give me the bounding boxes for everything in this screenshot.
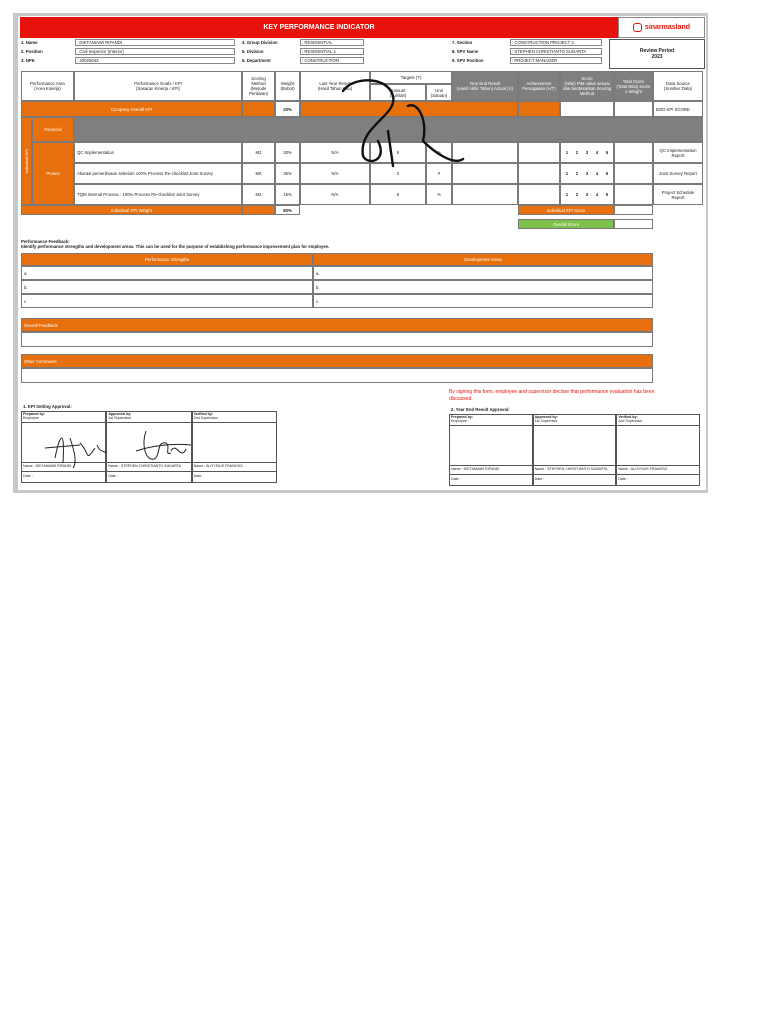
- approval-divider: [533, 465, 617, 466]
- approval-divider: [106, 471, 191, 472]
- overall-feedback-header: Overall Feedback: [21, 318, 653, 332]
- review-period-box: [609, 39, 705, 69]
- info-label: 1. Name: [21, 40, 38, 45]
- individual-weight-method: [242, 205, 275, 215]
- approval-divider: [449, 425, 533, 426]
- approval-role: Approved by:: [108, 412, 132, 416]
- approval-sub: 2nd Supervisor: [193, 416, 218, 420]
- form-title-text: KEY PERFORMANCE INDICATOR: [263, 24, 375, 31]
- kpi-form-sheet: [13, 13, 708, 493]
- th-unit: Unit (Satuan): [426, 84, 452, 101]
- kpi-score-options: [560, 184, 614, 205]
- info-label: 2. Position: [21, 49, 43, 54]
- th-total-score: Total Score (Total Nilai) Score x Weight: [614, 71, 653, 101]
- info-label: 3. NPK: [21, 58, 35, 63]
- kpi-weight: 15%: [275, 184, 300, 205]
- company-kpi-source: BOD KPI SCORE: [653, 101, 703, 117]
- score-option[interactable]: 4: [595, 150, 599, 155]
- score-option[interactable]: 5: [605, 171, 609, 176]
- kpi-total-score: [614, 142, 653, 163]
- score-option[interactable]: 4: [595, 171, 599, 176]
- score-option[interactable]: 2: [575, 192, 579, 197]
- kpi-total-score: [614, 163, 653, 184]
- score-option[interactable]: 5: [605, 192, 609, 197]
- individual-weight-value: 80%: [275, 205, 300, 215]
- info-value: : CONSTRUCTION PROJECT 2: [510, 39, 602, 46]
- approval-role: Prepared by:: [451, 415, 473, 419]
- approval-sub: Employee: [23, 416, 39, 420]
- score-option[interactable]: 4: [595, 192, 599, 197]
- approval-divider: [192, 422, 277, 423]
- review-period-label: Review Period: [639, 48, 675, 54]
- th-area: Performance Area (Area Kinerja): [21, 71, 74, 101]
- supervisor-signature: [126, 421, 201, 471]
- info-value: : CONSTRUCTION: [300, 57, 364, 64]
- handwritten-scribble: [313, 71, 473, 171]
- score-option[interactable]: 3: [585, 171, 589, 176]
- th-amount: Amount (Jumlah): [370, 84, 426, 101]
- th-data-source: Data Source (Sumber Data): [653, 71, 703, 101]
- approval-sub: 1st Supervisor: [534, 419, 558, 423]
- approval-role: Verified by:: [618, 415, 638, 419]
- info-value: : Civil Inspector (Interior): [75, 48, 235, 55]
- strength-row[interactable]: b.: [21, 280, 313, 294]
- kpi-goal: QC Implementation: [74, 142, 242, 163]
- approval-date: Date :: [108, 474, 118, 478]
- score-option[interactable]: 3: [585, 192, 589, 197]
- individual-kpi-side-label: Individual KPI: [21, 117, 32, 205]
- declaration-text: By signing this form, employee and supervisor declare that performance evaluation has been discussed.: [449, 389, 655, 402]
- kpi-last-year: N/A: [300, 163, 370, 184]
- info-value: : RESIDENTIAL 1: [300, 48, 364, 55]
- kpi-amount: 2: [370, 163, 426, 184]
- approval-divider: [533, 425, 617, 426]
- feedback-instruction: Identify performance strengths and development areas. This can be used for the purpose of establishing performance improvement plan for employee.: [21, 244, 330, 249]
- other-comments-header: Other Comments: [21, 354, 653, 368]
- info-label: 6. Department: [242, 58, 271, 63]
- approval-divider: [533, 474, 617, 475]
- approval-role: Prepared by:: [23, 412, 45, 416]
- individual-score-label: Individual KPI Score: [518, 205, 614, 215]
- approval-name: Name : STEPHEN CHRISTIANTO SUDARTA: [108, 464, 182, 468]
- company-kpi-score: [560, 101, 614, 117]
- kpi-method: M2: [242, 142, 275, 163]
- kpi-unit: %: [426, 142, 452, 163]
- form-title: [20, 17, 618, 38]
- kpi-last-year: N/A: [300, 142, 370, 163]
- score-option[interactable]: 2: [575, 150, 579, 155]
- info-label: 8. SPV Name: [452, 49, 479, 54]
- approval-divider: [192, 471, 277, 472]
- development-header: Development Areas: [313, 253, 653, 266]
- info-value: : PROJECT MANAGER: [510, 57, 602, 64]
- kpi-achievement: [518, 184, 560, 205]
- info-value: : STEPHEN CHRISTIANTO SUDARTA: [510, 48, 602, 55]
- info-value: : DIKTANIAWI RIFANDI: [75, 39, 235, 46]
- feedback-title: Performance Feedback:: [21, 239, 70, 244]
- development-row[interactable]: a.: [313, 266, 653, 280]
- logo-text: sinarmasland: [644, 24, 691, 31]
- approval-name: Name : DIKTANIAWI RIFANDI: [23, 464, 72, 468]
- approval-sub: 2nd Supervisor: [618, 419, 643, 423]
- kpi-weight: 30%: [275, 142, 300, 163]
- th-score: Score (Nilai) PIM value sesuai nilai berdasarkan Scoring Method: [560, 71, 614, 101]
- kpi-achievement: [518, 163, 560, 184]
- development-row[interactable]: b.: [313, 280, 653, 294]
- kpi-data-source: QC Implementation Report: [653, 142, 703, 163]
- kpi-score-options: [560, 163, 614, 184]
- approval-name: Name : ALOYSIUS FRANOSO: [618, 467, 668, 471]
- logo-mark-icon: [633, 23, 642, 32]
- overall-feedback-field[interactable]: [21, 332, 653, 347]
- info-value: : RESIDENTIAL: [300, 39, 364, 46]
- approval-role: Approved by:: [534, 415, 558, 419]
- score-option[interactable]: 3: [585, 150, 589, 155]
- development-row[interactable]: c.: [313, 294, 653, 308]
- th-method: Scoring Method (Metode Penilaian): [242, 71, 275, 101]
- th-last-year: Last Year Result (Hasil Tahun Lalu): [300, 71, 370, 101]
- kpi-method: M6: [242, 163, 275, 184]
- company-kpi-method: [242, 101, 275, 117]
- individual-score-value: [614, 205, 653, 215]
- kpi-weight: 35%: [275, 163, 300, 184]
- kpi-data-source: Project Schedule Report: [653, 184, 703, 205]
- review-period-year: 2023: [651, 54, 663, 60]
- info-label: 5. Division: [242, 49, 264, 54]
- approval-date: Date :: [618, 477, 628, 481]
- approval-name: Name : DIKTANIAWI RIFANDI: [451, 467, 500, 471]
- company-kpi-weight: 20%: [275, 101, 300, 117]
- kpi-unit: %: [426, 184, 452, 205]
- kpi-amount: 5: [370, 184, 426, 205]
- score-option[interactable]: 1: [565, 192, 569, 197]
- approval-name: Name : ALOYSIUS FRANOSO: [193, 464, 243, 468]
- employee-signature: [35, 423, 110, 473]
- approval-title: 2. Year End Result Approval:: [451, 407, 510, 412]
- overall-score-label: Overall Score: [518, 219, 614, 229]
- strength-row[interactable]: c.: [21, 294, 313, 308]
- company-kpi-total: [614, 101, 653, 117]
- kpi-method: M2: [242, 184, 275, 205]
- approval-divider: [616, 425, 700, 426]
- th-achievement: Achievement Pencapaian (A/T): [518, 71, 560, 101]
- approval-title: 1. KPI Setting Approval:: [23, 404, 72, 409]
- approval-divider: [449, 465, 533, 466]
- company-logo: [618, 17, 705, 38]
- kpi-year-end-result[interactable]: [452, 184, 518, 205]
- approval-sub: Employee: [451, 419, 467, 423]
- info-label: 9. SPV Position: [452, 58, 484, 63]
- approval-sub: 1st Supervisor: [108, 416, 132, 420]
- approval-divider: [616, 465, 700, 466]
- kpi-last-year: N/A: [300, 184, 370, 205]
- score-option[interactable]: 5: [605, 150, 609, 155]
- info-label: 4. Group Division: [242, 40, 278, 45]
- company-kpi-label: Company Overall KPI: [21, 101, 242, 117]
- company-kpi-achievement: [518, 101, 560, 117]
- approval-date: Date :: [23, 474, 33, 478]
- strength-row[interactable]: a.: [21, 266, 313, 280]
- kpi-amount: 5: [370, 142, 426, 163]
- kpi-data-source: Joint Survey Report: [653, 163, 703, 184]
- kpi-achievement: [518, 142, 560, 163]
- approval-divider: [616, 474, 700, 475]
- overall-score-value: [614, 219, 653, 229]
- score-option[interactable]: 2: [575, 171, 579, 176]
- th-year-end: Year End Result (Hasil Akhir Tahun) Actual (A): [452, 71, 518, 101]
- kpi-goal: TQM Internal Process : 100% Process Re-checklist Joint Survey: [74, 184, 242, 205]
- approval-date: Date :: [451, 477, 461, 481]
- approval-name: Name : STEPHEN CHRISTIANTO SUDARTA: [534, 467, 608, 471]
- approval-date: Date :: [193, 474, 204, 478]
- financial-label: Financial: [32, 117, 74, 142]
- approval-divider: [192, 462, 277, 463]
- approval-divider: [449, 474, 533, 475]
- kpi-score-options: [560, 142, 614, 163]
- kpi-goal: Akurasi pemeriksaan sebelum 100% Process Re-checklist Joint Survey: [74, 163, 242, 184]
- other-comments-field[interactable]: [21, 368, 653, 383]
- strengths-header: Performance Strengths: [21, 253, 313, 266]
- approval-role: Verified by:: [193, 412, 214, 416]
- individual-weight-label: Individual KPI Weight: [21, 205, 242, 215]
- th-weight: Weight (Bobot): [275, 71, 300, 101]
- approval-date: Date :: [534, 477, 545, 481]
- th-goals: Performance Goals / KPI (Sasaran Kinerja / KPI): [74, 71, 242, 101]
- kpi-unit: #: [426, 163, 452, 184]
- info-label: 7. Section: [452, 40, 473, 45]
- score-option[interactable]: 1: [565, 150, 569, 155]
- th-targets: Targets (T): [370, 71, 452, 84]
- info-value: : 20025043: [75, 57, 235, 64]
- kpi-total-score: [614, 184, 653, 205]
- process-label: Proses: [32, 142, 74, 205]
- score-option[interactable]: 1: [565, 171, 569, 176]
